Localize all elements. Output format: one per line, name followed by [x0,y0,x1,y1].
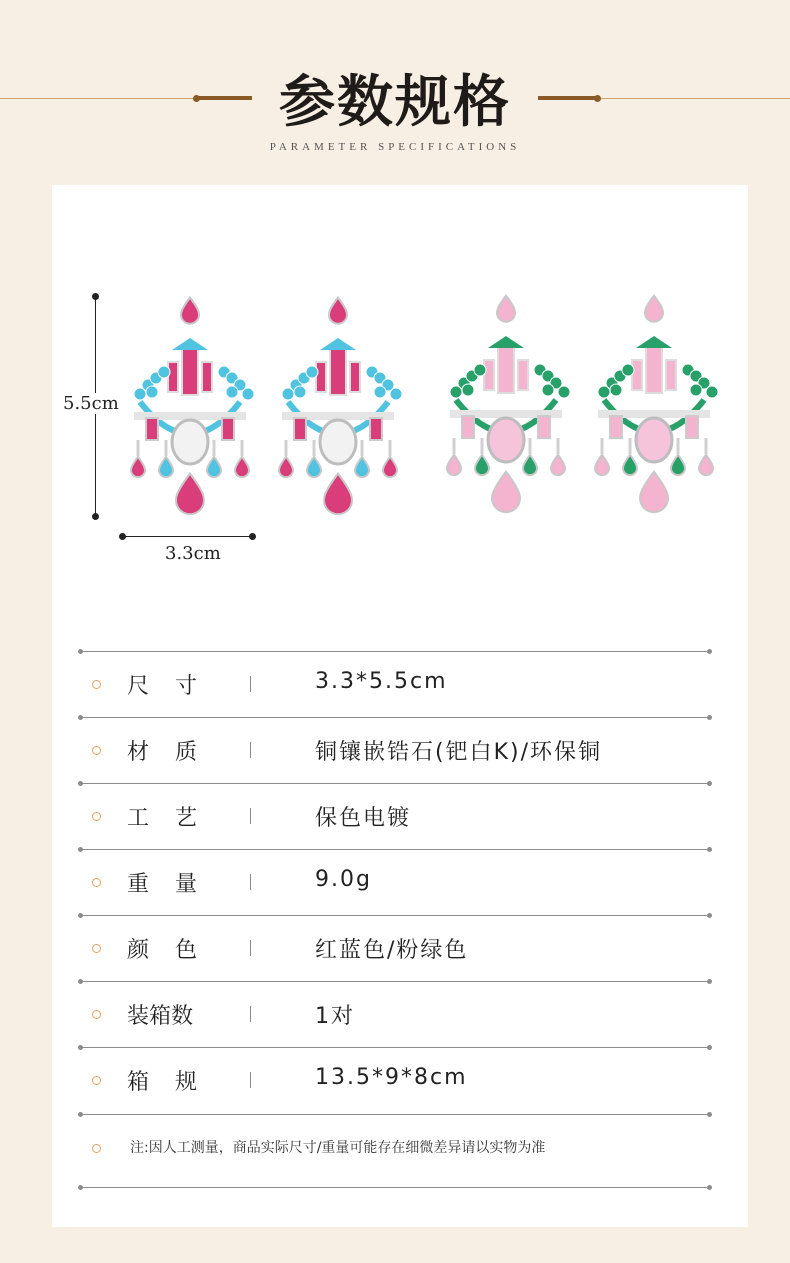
bullet-icon [92,1076,101,1085]
measurement-note: 注:因人工测量，商品实际尺寸/重量可能存在细微差异请以实物为准 [130,1140,546,1156]
spec-row-color [80,916,710,980]
separator [250,742,251,758]
spec-label: 工艺 [127,806,224,831]
spec-label: 尺寸 [127,674,224,699]
row-divider [80,1187,710,1188]
separator [250,676,251,692]
earring-red-blue-left [120,290,260,520]
width-guide-dot-right [249,533,256,540]
width-guide-line [122,536,252,537]
spec-row-craft [80,784,710,848]
bullet-icon [92,680,101,689]
spec-row-size [80,652,710,716]
spec-label: 箱规 [127,1070,224,1095]
height-guide-dot-bottom [92,513,99,520]
spec-row-weight [80,850,710,914]
header [0,0,790,180]
separator [250,1072,251,1088]
earring-pink-green-right [584,286,724,520]
page-subtitle: PARAMETER SPECIFICATIONS [269,141,521,153]
width-guide-dot-left [119,533,126,540]
bullet-icon [92,1010,101,1019]
spec-value: 9.0g [315,867,372,892]
height-label: 5.5cm [63,393,119,414]
page-title: 参数规格 [279,70,511,135]
spec-row-box-size [80,1048,710,1112]
bullet-icon [92,878,101,887]
spec-value: 红蓝色/粉绿色 [315,938,469,963]
spec-value: 保色电镀 [315,806,412,831]
separator [250,808,251,824]
spec-label: 颜色 [127,938,224,963]
bullet-icon [92,812,101,821]
spec-value: 13.5*9*8cm [315,1065,468,1090]
earring-pink-green-left [436,286,576,520]
spec-label: 材质 [127,740,224,765]
width-label: 3.3cm [165,543,221,564]
bullet-icon [92,1144,101,1153]
height-guide-dot-top [92,293,99,300]
spec-label: 重量 [127,872,224,897]
bullet-icon [92,944,101,953]
bullet-icon [92,746,101,755]
separator [250,1006,251,1022]
spec-value: 1对 [315,1004,355,1029]
separator [250,874,251,890]
spec-row-material [80,718,710,782]
spec-row-packing-count [80,982,710,1046]
earring-red-blue-right [268,290,408,520]
separator [250,940,251,956]
row-divider [80,1114,710,1115]
spec-value: 铜镶嵌锆石(钯白K)/环保铜 [315,740,603,765]
spec-value: 3.3*5.5cm [315,669,448,694]
spec-label: 装箱数 [127,1004,194,1029]
note-row [80,1128,710,1168]
